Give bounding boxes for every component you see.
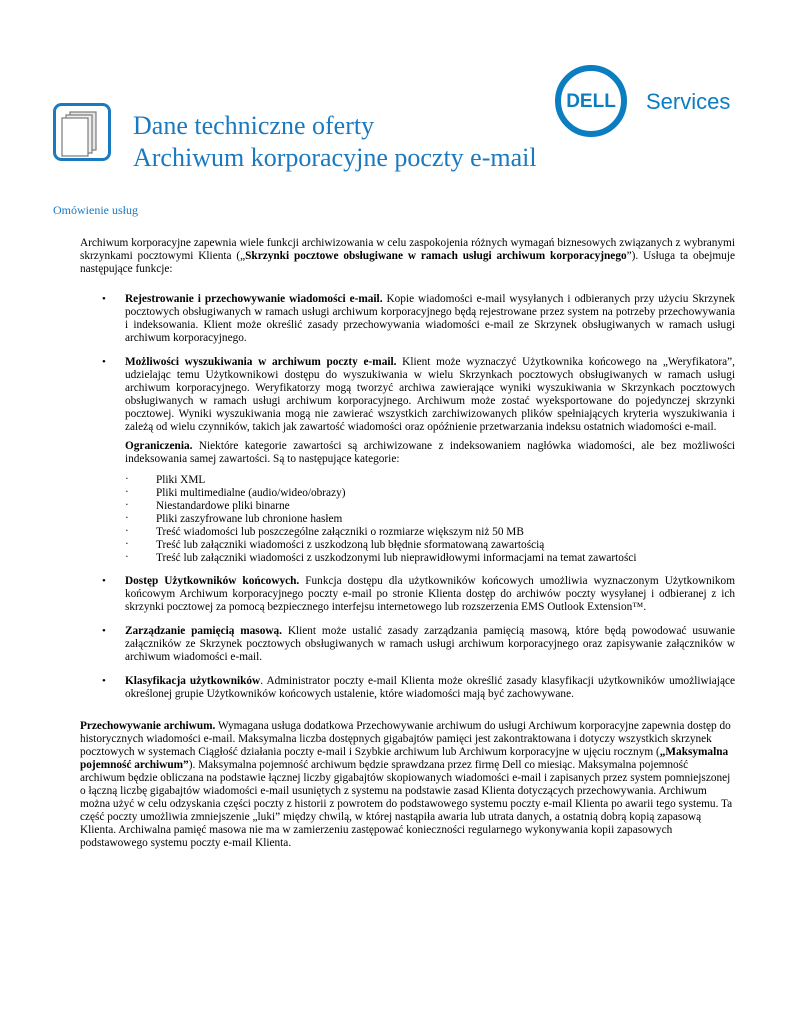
limitations-text: Niektóre kategorie zawartości są archiwizowane z indeksowaniem nagłówka wiadomości, ale bez możliwości indeksowania samej zawartości. Są to następujące kategorie:	[125, 440, 735, 465]
list-item-text: Niestandardowe pliki binarne	[156, 500, 290, 512]
feature-title: Możliwości wyszukiwania w archiwum poczty e-mail.	[125, 356, 397, 368]
feature-title: Zarządzanie pamięcią masową.	[125, 625, 282, 637]
feature-title: Klasyfikacja użytkowników	[125, 675, 261, 687]
list-marker: ·	[125, 538, 129, 550]
list-marker: ·	[125, 486, 129, 498]
page-title: Dane techniczne oferty	[133, 111, 375, 140]
list-item-text: Treść wiadomości lub poszczególne załączniki o rozmiarze większym niż 50 MB	[156, 526, 524, 538]
feature-text: Klient może ustalić zasady zarządzania pamięcią masową, które będą powodować usuwanie załączników ze Skrzynek pocztowych obsługiwanych w ramach usługi archiwum korporacyjnego oraz zapisywanie załączników w archiwum wiadomości e-mail.	[125, 625, 735, 663]
list-marker: ·	[125, 512, 129, 524]
limitations-title: Ograniczenia.	[125, 440, 193, 452]
section-heading: Omówienie usług	[53, 203, 138, 217]
feature-title: Rejestrowanie i przechowywanie wiadomości e-mail.	[125, 293, 383, 305]
document-stack-icon	[53, 103, 111, 161]
dell-services-logo	[554, 64, 734, 138]
list-marker: ·	[125, 499, 129, 511]
intro-text-1: Archiwum korporacyjne zapewnia wiele funkcji archiwizowania w celu zaspokojenia różnych wymagań biznesowych związanych z wybranymi skrzynkami pocztowymi Klienta („	[80, 237, 735, 262]
intro-paragraph	[80, 237, 735, 276]
logo-brand: DELL	[566, 91, 616, 112]
limitations-paragraph	[80, 440, 735, 466]
bullet-marker: •	[102, 625, 106, 637]
feature-item-user-classification	[80, 675, 735, 701]
list-item-text: Treść lub załączniki wiadomości z uszkodzonymi lub nieprawidłowymi informacjami na temat zawartości	[156, 552, 637, 564]
list-item	[125, 552, 735, 565]
limitations-list	[80, 474, 735, 565]
feature-title: Dostęp Użytkowników końcowych.	[125, 575, 300, 587]
archive-bold-term: „Maksymalna pojemność archiwum”	[80, 746, 729, 771]
list-marker: ·	[125, 551, 129, 563]
list-item	[125, 474, 735, 487]
list-marker: ·	[125, 473, 129, 485]
list-item	[125, 513, 735, 526]
bullet-marker: •	[102, 356, 106, 368]
feature-list	[80, 293, 735, 712]
logo-tagline: Services	[646, 89, 731, 114]
bullet-marker: •	[102, 293, 106, 305]
list-item	[125, 500, 735, 513]
archive-text-2: ). Maksymalna pojemność archiwum będzie sprawdzana przez firmę Dell co miesiąc. Maksymalna pojemność archiwum będzie obliczana na podstawie łącznej liczby gigabajtów skopiowanych wiadomości e-mail i zapisanych przez system pomniejszonej o łączną liczbę gigabajtów wiadomości e-mail usuniętych z systemu na podstawie zasad Klienta dotyczących przechowywania. Archiwum można użyć w celu odzyskania części poczty z historii z powrotem do podstawowego systemu poczty e-mail Klienta po awarii tego systemu. Ta część poczty umożliwia zmniejszenie „luki” między chwilą, w której nastąpiła awaria lub utrata danych, a ostatnią dobrą kopią zapasową Klienta. Archiwalna pamięć masowa nie ma w zamierzeniu zastępować konieczności regularnego wykonywania kopii zapasowych podstawowego systemu poczty e-mail Klienta.	[80, 759, 733, 849]
page-subtitle: Archiwum korporacyjne poczty e-mail	[133, 143, 537, 172]
list-item	[125, 539, 735, 552]
feature-item-recording	[80, 293, 735, 345]
feature-item-storage-management	[80, 625, 735, 664]
list-item-text: Pliki zaszyfrowane lub chronione hasłem	[156, 513, 343, 525]
intro-text-2: ”). Usługa ta obejmuje następujące funkcje:	[80, 250, 735, 275]
archive-text-1: Wymagana usługa dodatkowa Przechowywanie archiwum do usługi Archiwum korporacyjne zapewnia dostęp do historycznych wiadomości e-mail. Maksymalna liczba dostępnych gigabajtów pamięci jest zakontraktowana i dotyczy wszystkich skrzynek pocztowych w systemach Ciągłość działania poczty e-mail i Szybkie archiwum lub Archiwum korporacyjne w ujęciu rocznym (	[80, 720, 731, 758]
intro-bold: Skrzynki pocztowe obsługiwane w ramach usługi archiwum korporacyjnego	[245, 250, 627, 262]
list-item	[125, 526, 735, 539]
list-item-text: Pliki multimedialne (audio/wideo/obrazy)	[156, 487, 346, 499]
feature-item-end-user-access	[80, 575, 735, 614]
feature-item-search	[80, 356, 735, 434]
feature-text: Kopie wiadomości e-mail wysyłanych i odbieranych przy użyciu Skrzynek pocztowych obsługiwanych w ramach usługi archiwum korporacyjnego będą rejestrowane przez system na potrzeby przechowywania i indeksowania. Klient może określić zasady przechowywania wiadomości e-mail ze Skrzynek obsługiwanych w ramach usługi archiwum korporacyjnego.	[125, 293, 736, 344]
list-item-text: Pliki XML	[156, 474, 206, 486]
feature-text: Funkcja dostępu dla użytkowników końcowych umożliwia wyznaczonym Użytkownikom końcowym Archiwum korporacyjnego poczty e-mail po stronie Klienta dostęp do archiwów poczty wysyłanej i odbieranej z ich skrzynki pocztowej za pomocą bezpiecznego interfejsu internetowego lub rozszerzenia EMS Outlook Extension™.	[125, 575, 735, 613]
bullet-marker: •	[102, 675, 106, 687]
list-item	[125, 487, 735, 500]
list-item-text: Treść lub załączniki wiadomości z uszkodzoną lub błędnie sformatowaną zawartością	[156, 539, 545, 551]
list-marker: ·	[125, 525, 129, 537]
feature-text: Klient może wyznaczyć Użytkownika końcowego na „Weryfikatora”, udzielając temu Użytkownikowi dostępu do wyszukiwania w wielu Skrzynkach pocztowych obsługiwanych w ramach usługi archiwum korporacyjnego. Weryfikatorzy mogą tworzyć archiwa zawierające wyniki wyszukiwania w Skrzynkach pocztowych obsługiwanych w ramach usługi archiwum korporacyjnego. Archiwum może zostać wyeksportowane do pojedynczej skrzynki pocztowej. Wyniki wyszukiwania mogą nie zawierać wszystkich zarchiwizowanych plików spełniających kryteria wyszukiwania i zależą od wielu czynników, takich jak zawartość wiadomości oraz opóźnienie przetwarzania indeksu ostatnich wiadomości e-mail.	[125, 356, 735, 433]
feature-text: . Administrator poczty e-mail Klienta może określić zasady klasyfikacji użytkowników umożliwiające określonej grupie Użytkowników końcowych ustalenie, które wiadomości mają być zachowywane.	[125, 675, 735, 700]
archive-storage-paragraph	[80, 720, 735, 850]
archive-title: Przechowywanie archiwum.	[80, 720, 216, 732]
bullet-marker: •	[102, 575, 106, 587]
